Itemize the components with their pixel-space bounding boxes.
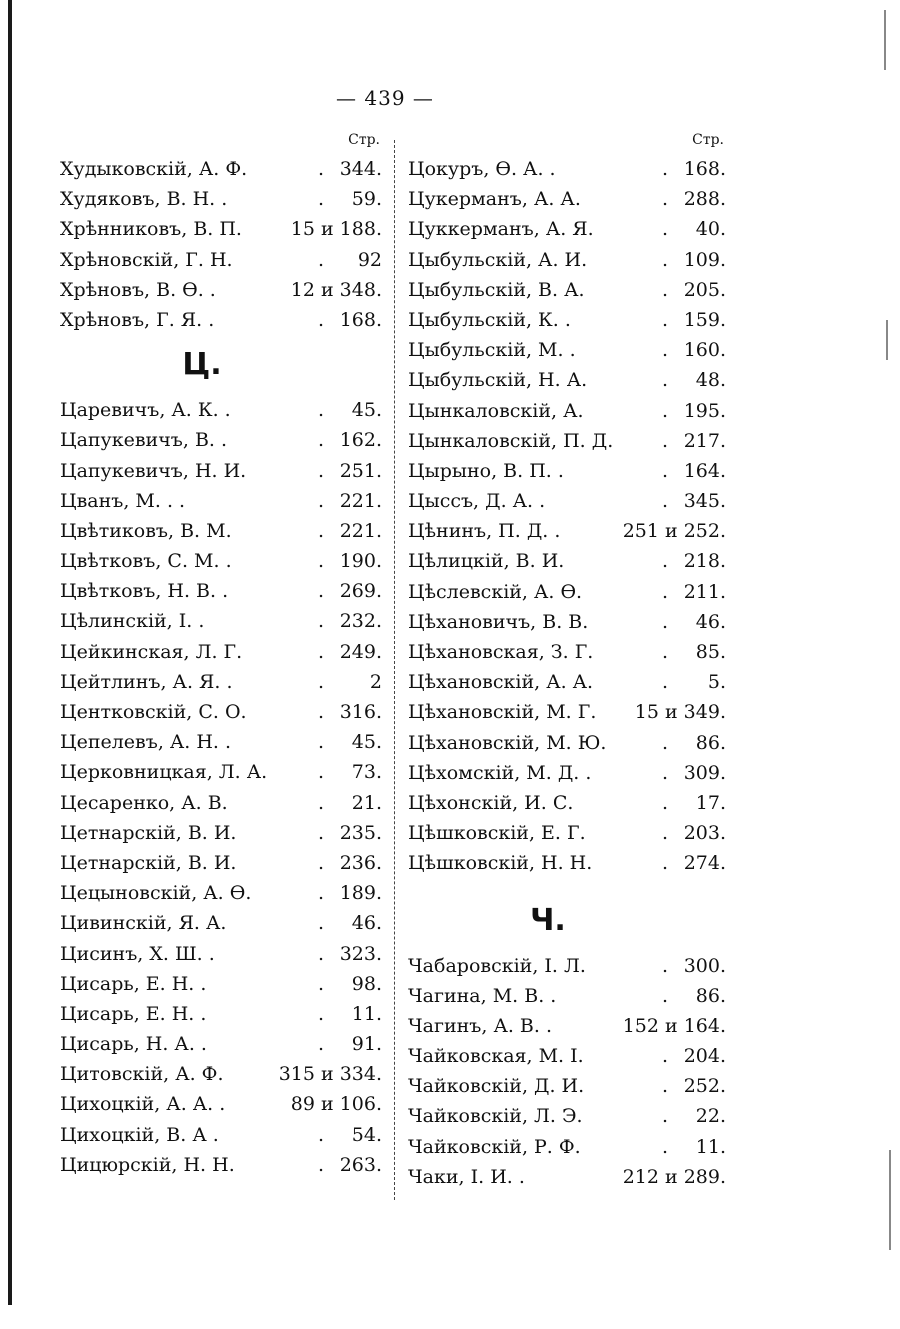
entry-pages: 59. bbox=[351, 188, 382, 211]
index-entry bbox=[408, 516, 728, 546]
entry-name: Худыковскій, А. Ф. bbox=[60, 158, 248, 180]
entry-pages: 168. bbox=[339, 308, 382, 331]
entry-name: Цырыно, В. П. . bbox=[408, 459, 564, 482]
index-entry bbox=[60, 486, 384, 516]
page-column-header: Стр. bbox=[692, 132, 724, 148]
index-entry bbox=[60, 275, 384, 305]
entry-name: Цѣхановичъ, В. В. bbox=[408, 610, 589, 633]
index-entry bbox=[60, 1059, 384, 1089]
entry-pages: 269. bbox=[339, 580, 382, 603]
entry-name: Цитовскій, А. Ф. bbox=[60, 1063, 224, 1086]
entry-name: Чайковская, М. І. bbox=[408, 1045, 584, 1068]
index-entry bbox=[408, 981, 728, 1011]
entry-pages: 211. bbox=[683, 580, 726, 603]
entry-pages: 91. bbox=[351, 1033, 382, 1056]
entry-pages: 252. bbox=[683, 1075, 726, 1098]
section-letter: Ц. bbox=[182, 347, 222, 383]
index-entry bbox=[408, 245, 728, 275]
leader-dot: . bbox=[661, 791, 669, 814]
entry-pages: 309. bbox=[683, 761, 726, 784]
entry-pages: 22. bbox=[695, 1105, 726, 1128]
entry-pages: 160. bbox=[683, 339, 726, 362]
entry-name: Цукерманъ, А. А. bbox=[408, 188, 581, 211]
index-entry bbox=[60, 1089, 384, 1119]
entry-name: Цыбульскій, Н. А. bbox=[408, 369, 588, 392]
index-entry bbox=[60, 908, 384, 938]
entry-name: Чайковскій, Д. И. bbox=[408, 1075, 585, 1098]
index-entry bbox=[60, 757, 384, 787]
leader-dot: . bbox=[661, 369, 669, 392]
entry-pages: 251 и 252. bbox=[622, 520, 726, 543]
index-entry bbox=[408, 275, 728, 305]
index-entry bbox=[60, 245, 384, 275]
index-entry bbox=[408, 1132, 728, 1162]
section-letter: Ч. bbox=[530, 902, 566, 938]
left-column bbox=[60, 126, 384, 1180]
index-entry bbox=[60, 214, 384, 244]
entry-pages: 152 и 164. bbox=[622, 1014, 726, 1037]
index-entry bbox=[408, 396, 728, 426]
entry-name: Хрѣновъ, В. Ѳ. . bbox=[60, 278, 216, 301]
entry-name: Чайковскій, Р. Ф. bbox=[408, 1135, 581, 1158]
index-entry bbox=[60, 456, 384, 486]
entry-name: Чагина, М. В. . bbox=[408, 984, 557, 1007]
entry-pages: 288. bbox=[683, 188, 726, 211]
leader-dot: . bbox=[317, 1153, 325, 1176]
index-entry bbox=[60, 1029, 384, 1059]
index-entry bbox=[60, 184, 384, 214]
left-margin-rule bbox=[8, 0, 12, 1305]
leader-dot: . bbox=[661, 1045, 669, 1068]
entry-name: Цѣшковскій, Н. Н. bbox=[408, 852, 593, 875]
entry-name: Цѣхонскій, И. С. bbox=[408, 791, 574, 814]
entry-name: Цапукевичъ, В. . bbox=[60, 429, 228, 452]
leader-dot: . bbox=[661, 671, 669, 694]
index-entry bbox=[408, 788, 728, 818]
index-entry bbox=[60, 878, 384, 908]
entry-pages: 15 и 349. bbox=[634, 701, 726, 724]
entry-list bbox=[408, 951, 728, 1193]
leader-dot: . bbox=[661, 459, 669, 482]
entry-name: Цѣхомскій, М. Д. . bbox=[408, 761, 592, 784]
entry-name: Цейтлинъ, А. Я. . bbox=[60, 670, 233, 693]
entry-pages: 89 и 106. bbox=[290, 1093, 382, 1116]
index-entry bbox=[408, 607, 728, 637]
entry-pages: 203. bbox=[683, 822, 726, 845]
leader-dot: . bbox=[317, 459, 325, 482]
scan-speck bbox=[886, 320, 888, 360]
index-entry bbox=[408, 951, 728, 981]
index-entry bbox=[408, 335, 728, 365]
index-entry bbox=[60, 999, 384, 1029]
entry-pages: 345. bbox=[683, 490, 726, 513]
leader-dot: . bbox=[317, 158, 325, 180]
entry-name: Цынкаловскій, А. bbox=[408, 399, 584, 422]
leader-dot: . bbox=[661, 984, 669, 1007]
entry-pages: 48. bbox=[695, 369, 726, 392]
leader-dot: . bbox=[661, 218, 669, 241]
entry-name: Цѣхановская, З. Г. bbox=[408, 641, 594, 663]
index-entry bbox=[408, 728, 728, 758]
leader-dot: . bbox=[317, 912, 325, 935]
entry-name: Цетнарскій, В. И. bbox=[60, 851, 237, 874]
entry-name: Худяковъ, В. Н. . bbox=[60, 188, 228, 211]
leader-dot: . bbox=[317, 1002, 325, 1025]
index-entry bbox=[60, 939, 384, 969]
entry-name: Чаки, І. И. . bbox=[408, 1165, 525, 1188]
leader-dot: . bbox=[317, 942, 325, 965]
index-entry bbox=[60, 546, 384, 576]
entry-pages: 159. bbox=[683, 308, 726, 331]
entry-name: Цѣшковскій, Е. Г. bbox=[408, 822, 586, 845]
entry-name: Цвѣтковъ, С. М. . bbox=[60, 550, 232, 573]
entry-name: Цицюрскій, Н. Н. bbox=[60, 1153, 235, 1176]
index-entry bbox=[408, 154, 728, 184]
index-entry bbox=[60, 606, 384, 636]
leader-dot: . bbox=[317, 640, 325, 663]
entry-name: Цейкинская, Л. Г. bbox=[60, 640, 243, 663]
entry-name: Цисарь, Е. Н. . bbox=[60, 972, 207, 995]
entry-pages: 205. bbox=[683, 278, 726, 301]
entry-pages: 236. bbox=[339, 851, 382, 874]
leader-dot: . bbox=[661, 339, 669, 362]
leader-dot: . bbox=[317, 972, 325, 995]
leader-dot: . bbox=[661, 761, 669, 784]
index-entry bbox=[408, 184, 728, 214]
leader-dot: . bbox=[317, 399, 325, 422]
entry-pages: 274. bbox=[683, 852, 726, 875]
index-entry bbox=[408, 456, 728, 486]
index-entry bbox=[408, 577, 728, 607]
entry-name: Цѣлинскій, І. . bbox=[60, 610, 205, 633]
entry-name: Цисарь, Е. Н. . bbox=[60, 1002, 207, 1025]
leader-dot: . bbox=[661, 641, 669, 663]
leader-dot: . bbox=[661, 610, 669, 633]
leader-dot: . bbox=[317, 882, 325, 905]
entry-pages: 12 и 348. bbox=[290, 278, 382, 301]
entry-name: Цокуръ, Ѳ. А. . bbox=[408, 158, 556, 180]
entry-name: Хрѣновъ, Г. Я. . bbox=[60, 308, 215, 331]
leader-dot: . bbox=[661, 490, 669, 513]
entry-name: Церковницкая, Л. А. bbox=[60, 761, 268, 784]
entry-name: Цыбульскій, А. И. bbox=[408, 248, 588, 271]
entry-pages: 86. bbox=[695, 731, 726, 754]
leader-dot: . bbox=[661, 429, 669, 452]
index-entry bbox=[408, 697, 728, 727]
entry-name: Чагинъ, А. В. . bbox=[408, 1014, 553, 1037]
leader-dot: . bbox=[317, 550, 325, 573]
entry-name: Царевичъ, А. К. . bbox=[60, 399, 231, 422]
entry-pages: 2 bbox=[369, 670, 382, 693]
index-entry bbox=[408, 486, 728, 516]
leader-dot: . bbox=[661, 1105, 669, 1128]
entry-pages: 204. bbox=[683, 1045, 726, 1068]
index-entry bbox=[408, 637, 728, 667]
scan-speck bbox=[889, 1150, 891, 1250]
entry-pages: 344. bbox=[339, 158, 382, 180]
index-entry bbox=[408, 1041, 728, 1071]
entry-name: Цисарь, Н. А. . bbox=[60, 1033, 207, 1056]
entry-pages: 251. bbox=[339, 459, 382, 482]
entry-pages: 316. bbox=[339, 701, 382, 723]
leader-dot: . bbox=[661, 1075, 669, 1098]
leader-dot: . bbox=[317, 701, 325, 723]
column-divider bbox=[394, 140, 395, 1200]
entry-name: Цыбульскій, В. А. bbox=[408, 278, 585, 301]
index-entry bbox=[60, 1120, 384, 1150]
leader-dot: . bbox=[661, 399, 669, 422]
entry-name: Цыбульскій, М. . bbox=[408, 339, 576, 362]
index-entry bbox=[60, 305, 384, 335]
index-entry bbox=[60, 516, 384, 546]
entry-pages: 40. bbox=[695, 218, 726, 241]
entry-pages: 11. bbox=[695, 1135, 726, 1158]
entry-name: Чайковскій, Л. Э. bbox=[408, 1105, 583, 1128]
page-number: — 439 — bbox=[336, 86, 434, 110]
index-entry bbox=[60, 697, 384, 727]
entry-name: Цѣхановскій, М. Г. bbox=[408, 701, 597, 724]
index-entry bbox=[60, 727, 384, 757]
entry-name: Хрѣновскій, Г. Н. bbox=[60, 248, 233, 271]
leader-dot: . bbox=[317, 1033, 325, 1056]
leader-dot: . bbox=[661, 822, 669, 845]
leader-dot: . bbox=[661, 1135, 669, 1158]
index-entry bbox=[408, 818, 728, 848]
entry-name: Цыбульскій, К. . bbox=[408, 308, 571, 331]
index-entry bbox=[408, 1162, 728, 1192]
index-entry bbox=[60, 637, 384, 667]
entry-name: Цивинскій, Я. А. bbox=[60, 912, 227, 935]
index-entry bbox=[408, 365, 728, 395]
entry-name: Цапукевичъ, Н. И. bbox=[60, 459, 247, 482]
entry-pages: 217. bbox=[683, 429, 726, 452]
entry-name: Цесаренко, А. В. bbox=[60, 791, 228, 814]
index-entry bbox=[408, 1071, 728, 1101]
index-entry bbox=[408, 1101, 728, 1131]
entry-pages: 323. bbox=[339, 942, 382, 965]
scan-speck bbox=[884, 10, 886, 70]
right-column bbox=[408, 126, 728, 1192]
entry-pages: 221. bbox=[339, 519, 382, 542]
entry-pages: 11. bbox=[351, 1002, 382, 1025]
index-entry bbox=[60, 425, 384, 455]
entry-name: Цихоцкій, А. А. . bbox=[60, 1093, 226, 1116]
spacer bbox=[408, 879, 728, 891]
entry-pages: 85. bbox=[695, 641, 726, 663]
leader-dot: . bbox=[317, 489, 325, 512]
index-entry bbox=[408, 305, 728, 335]
entry-pages: 232. bbox=[339, 610, 382, 633]
entry-pages: 46. bbox=[351, 912, 382, 935]
entry-pages: 164. bbox=[683, 459, 726, 482]
entry-name: Цетнарскій, В. И. bbox=[60, 821, 237, 844]
index-entry bbox=[408, 426, 728, 456]
entry-pages: 263. bbox=[339, 1153, 382, 1176]
index-entry bbox=[60, 818, 384, 848]
leader-dot: . bbox=[317, 188, 325, 211]
leader-dot: . bbox=[661, 580, 669, 603]
entry-name: Цванъ, М. . . bbox=[60, 489, 186, 512]
entry-pages: 21. bbox=[351, 791, 382, 814]
entry-pages: 212 и 289. bbox=[622, 1165, 726, 1188]
index-entry bbox=[60, 848, 384, 878]
entry-pages: 109. bbox=[683, 248, 726, 271]
leader-dot: . bbox=[661, 248, 669, 271]
entry-pages: 73. bbox=[351, 761, 382, 784]
index-entry bbox=[408, 667, 728, 697]
entry-list bbox=[60, 154, 384, 335]
entry-pages: 189. bbox=[339, 882, 382, 905]
entry-pages: 235. bbox=[339, 821, 382, 844]
leader-dot: . bbox=[317, 821, 325, 844]
entry-pages: 300. bbox=[683, 954, 726, 977]
index-entry bbox=[60, 969, 384, 999]
entry-pages: 218. bbox=[683, 550, 726, 573]
entry-name: Цѣнинъ, П. Д. . bbox=[408, 520, 561, 543]
index-entry bbox=[60, 1150, 384, 1180]
leader-dot: . bbox=[317, 610, 325, 633]
leader-dot: . bbox=[661, 278, 669, 301]
leader-dot: . bbox=[317, 851, 325, 874]
entry-list bbox=[60, 395, 384, 1180]
leader-dot: . bbox=[317, 580, 325, 603]
leader-dot: . bbox=[661, 308, 669, 331]
entry-name: Хрѣнниковъ, В. П. bbox=[60, 218, 242, 241]
index-entry bbox=[408, 758, 728, 788]
index-entry bbox=[408, 848, 728, 878]
entry-name: Цвѣтковъ, Н. В. . bbox=[60, 580, 229, 603]
leader-dot: . bbox=[317, 1123, 325, 1146]
entry-pages: 315 и 334. bbox=[278, 1063, 382, 1086]
entry-name: Цецыновскій, А. Ѳ. bbox=[60, 882, 252, 905]
leader-dot: . bbox=[317, 791, 325, 814]
leader-dot: . bbox=[661, 852, 669, 875]
entry-list bbox=[408, 154, 728, 879]
entry-pages: 249. bbox=[339, 640, 382, 663]
leader-dot: . bbox=[661, 954, 669, 977]
entry-name: Цыссъ, Д. А. . bbox=[408, 490, 546, 513]
leader-dot: . bbox=[317, 248, 325, 271]
entry-pages: 98. bbox=[351, 972, 382, 995]
index-entry bbox=[408, 214, 728, 244]
leader-dot: . bbox=[661, 731, 669, 754]
entry-name: Цѣлицкій, В. И. bbox=[408, 550, 565, 573]
entry-name: Чабаровскій, І. Л. bbox=[408, 954, 586, 977]
leader-dot: . bbox=[317, 308, 325, 331]
entry-name: Цихоцкій, В. А . bbox=[60, 1123, 219, 1146]
entry-name: Центковскій, С. О. bbox=[60, 701, 247, 723]
leader-dot: . bbox=[661, 550, 669, 573]
page-column-header: Стр. bbox=[348, 132, 380, 148]
index-entry bbox=[60, 788, 384, 818]
leader-dot: . bbox=[661, 158, 669, 180]
index-entry bbox=[60, 576, 384, 606]
entry-pages: 54. bbox=[351, 1123, 382, 1146]
entry-pages: 92 bbox=[357, 248, 382, 271]
leader-dot: . bbox=[317, 761, 325, 784]
entry-pages: 46. bbox=[695, 610, 726, 633]
entry-name: Цуккерманъ, А. Я. bbox=[408, 218, 594, 241]
index-entry bbox=[60, 667, 384, 697]
entry-pages: 162. bbox=[339, 429, 382, 452]
index-entry bbox=[60, 154, 384, 184]
entry-pages: 17. bbox=[695, 791, 726, 814]
index-entry bbox=[408, 1011, 728, 1041]
leader-dot: . bbox=[317, 731, 325, 754]
index-entry bbox=[408, 546, 728, 576]
leader-dot: . bbox=[317, 670, 325, 693]
entry-pages: 221. bbox=[339, 489, 382, 512]
entry-pages: 168. bbox=[683, 158, 726, 180]
entry-name: Цѣхановскій, М. Ю. bbox=[408, 731, 607, 754]
entry-pages: 195. bbox=[683, 399, 726, 422]
entry-pages: 190. bbox=[339, 550, 382, 573]
leader-dot: . bbox=[661, 188, 669, 211]
leader-dot: . bbox=[317, 519, 325, 542]
entry-name: Цѣслевскій, А. Ѳ. bbox=[408, 580, 583, 603]
index-entry bbox=[60, 395, 384, 425]
entry-name: Цепелевъ, А. Н. . bbox=[60, 731, 232, 754]
entry-pages: 15 и 188. bbox=[290, 218, 382, 241]
entry-pages: 45. bbox=[351, 731, 382, 754]
entry-name: Цвѣтиковъ, В. М. bbox=[60, 519, 232, 542]
entry-pages: 86. bbox=[695, 984, 726, 1007]
entry-pages: 5. bbox=[707, 671, 726, 694]
entry-pages: 45. bbox=[351, 399, 382, 422]
entry-name: Цѣхановскій, А. А. bbox=[408, 671, 594, 694]
entry-name: Цисинъ, Х. Ш. . bbox=[60, 942, 215, 965]
leader-dot: . bbox=[317, 429, 325, 452]
entry-name: Цынкаловскій, П. Д. bbox=[408, 429, 614, 452]
